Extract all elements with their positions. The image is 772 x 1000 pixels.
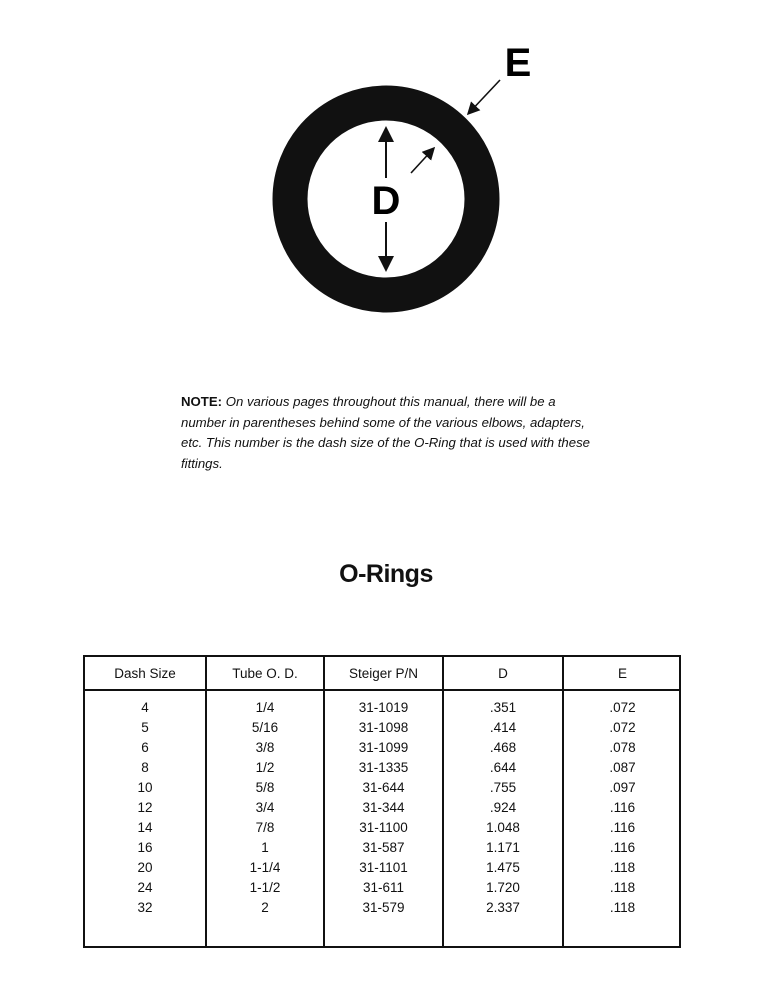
table-cell: 5/8 xyxy=(255,780,275,795)
table-header-cell: D xyxy=(498,666,508,681)
table-cell: 31-644 xyxy=(362,780,405,795)
table-cell: 31-1101 xyxy=(359,860,408,875)
header-rule xyxy=(85,689,679,691)
o-ring-table xyxy=(83,655,681,948)
table-cell: .116 xyxy=(609,800,636,815)
table-cell: 31-587 xyxy=(362,840,405,855)
table-cell: 1.171 xyxy=(486,840,520,855)
note-lead: NOTE: xyxy=(181,394,223,409)
table-cell: .116 xyxy=(609,820,636,835)
table-cell: 8 xyxy=(141,760,149,775)
table-cell: 5 xyxy=(141,720,149,735)
table-cell: 24 xyxy=(137,880,153,895)
table-cell: .118 xyxy=(609,900,636,915)
note-paragraph xyxy=(181,392,591,474)
e-inner-arrow xyxy=(411,148,434,173)
table-cell: 1-1/2 xyxy=(249,880,281,895)
table-cell: 3/8 xyxy=(255,740,275,755)
table-cell: .072 xyxy=(609,720,636,735)
table-header-cell: Dash Size xyxy=(114,666,176,681)
table-cell: .351 xyxy=(489,700,517,715)
table-cell: 31-1335 xyxy=(358,760,409,775)
table-cell: 7/8 xyxy=(255,820,275,835)
table-cell: 1-1/4 xyxy=(249,860,281,875)
table-header-cell: E xyxy=(617,666,627,681)
table-cell: 31-1100 xyxy=(359,820,408,835)
section-title: O-Rings xyxy=(339,560,433,588)
table-cell: 10 xyxy=(137,780,153,795)
table-cell: 1.048 xyxy=(486,820,520,835)
table-cell: 12 xyxy=(137,800,153,815)
table-cell: .118 xyxy=(609,880,636,895)
e-outer-arrow xyxy=(468,80,500,114)
table-cell: 4 xyxy=(141,700,149,715)
d-label: D xyxy=(371,179,401,223)
o-ring-diagram xyxy=(260,30,560,330)
table-cell: 1 xyxy=(261,840,269,855)
table-cell: 31-611 xyxy=(362,880,405,895)
table-cell: .072 xyxy=(609,700,636,715)
table-cell: 32 xyxy=(137,900,153,915)
table-cell: 1/2 xyxy=(255,760,275,775)
table-cell: 5/16 xyxy=(251,720,279,735)
table-cell: 31-1099 xyxy=(358,740,409,755)
table-cell: .078 xyxy=(609,740,636,755)
table-cell: 2.337 xyxy=(486,900,520,915)
table-cell: 1.475 xyxy=(486,860,520,875)
table-cell: 31-1098 xyxy=(358,720,409,735)
table-cell: .087 xyxy=(609,760,636,775)
table-cell: .116 xyxy=(609,840,636,855)
table-header-cell: Steiger P/N xyxy=(348,666,419,681)
table-cell: 31-1019 xyxy=(358,700,409,715)
table-cell: .118 xyxy=(609,860,636,875)
table-cell: .924 xyxy=(489,800,517,815)
table-cell: .468 xyxy=(489,740,517,755)
table-cell: 1.720 xyxy=(486,880,520,895)
table-cell: 31-579 xyxy=(362,900,405,915)
table-cell: .755 xyxy=(489,780,517,795)
table-cell: .097 xyxy=(609,780,636,795)
table-cell: 2 xyxy=(261,900,269,915)
note-text: On various pages throughout this manual, there will be a number in parentheses behind some of the various elbows, adapters, etc. This number is the dash size of the O-Ring that is used with these fittings. xyxy=(181,394,591,471)
table-header-cell: Tube O. D. xyxy=(232,666,298,681)
table-cell: 1/4 xyxy=(255,700,275,715)
table-cell: 20 xyxy=(137,860,153,875)
table-cell: 14 xyxy=(137,820,153,835)
table-cell: 3/4 xyxy=(255,800,275,815)
table-cell: 31-344 xyxy=(362,800,405,815)
table-cell: .644 xyxy=(489,760,517,775)
table-cell: 6 xyxy=(141,740,149,755)
table-cell: 16 xyxy=(137,840,153,855)
e-label: E xyxy=(504,41,532,85)
table-cell: .414 xyxy=(489,720,517,735)
